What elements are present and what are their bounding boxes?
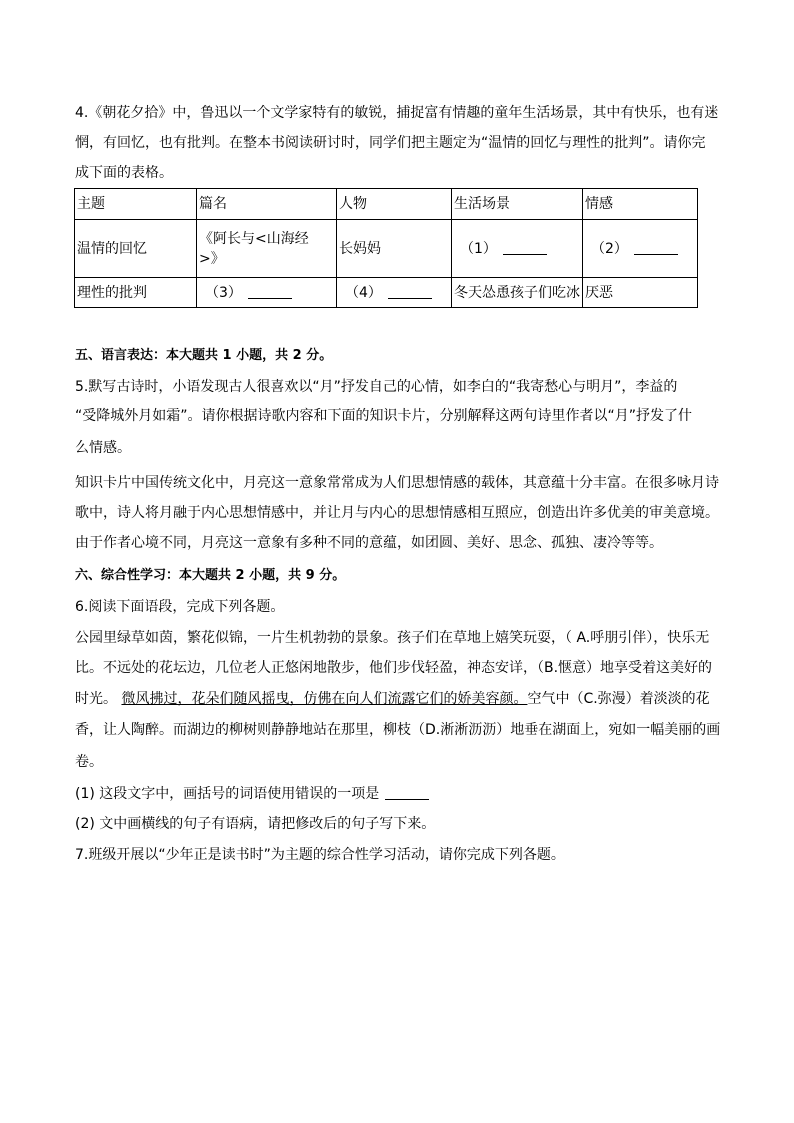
q4-table (74, 188, 698, 308)
section-6-heading: 六、综合性学习：本大题共 2 小题，共 9 分。 (75, 568, 346, 583)
cell-theme-1: 温情的回忆 (75, 220, 197, 278)
passage-line-1: 公园里绿草如茵，繁花似锦，一片生机勃勃的景象。孩子们在草地上嬉笑玩耍，（ A.呼朋引伴），快乐无 (75, 630, 710, 646)
cell-scene-2: 冬天怂恿孩子们吃冰 (452, 278, 583, 308)
table-row (75, 278, 698, 308)
knowledge-card-line-3: 由于作者心境不同，月亮这一意象有多种不同的意蕴，如团圆、美好、思念、孤独、凄冷等等。 (75, 535, 663, 551)
cell-person-1: 长妈妈 (337, 220, 452, 278)
cell-title-1-line-a: 《阿长与<山海经 (199, 230, 309, 247)
answer-blank-1[interactable] (503, 240, 547, 255)
header-theme: 主题 (75, 189, 197, 220)
cell-theme-2: 理性的批判 (75, 278, 197, 308)
cell-title-1 (197, 220, 337, 278)
underlined-sentence: 微风拂过，花朵们随风摇曳，仿佛在向人们流露它们的娇美容颜。 (121, 691, 528, 707)
header-emotion: 情感 (583, 189, 698, 220)
passage-line-3-end: 空气中（C.弥漫）着淡淡的花 (527, 691, 710, 707)
passage-line-4: 香，让人陶醉。而湖边的柳树则静静地站在那里，柳枝（D.淅淅沥沥）地垂在湖面上，宛如一幅美丽的画 (75, 722, 721, 738)
cell-title-1-line-b: >》 (199, 250, 225, 267)
q4-line-3: 成下面的表格。 (75, 165, 173, 181)
q6-sub-2: (2) 文中画横线的句子有语病，请把修改后的句子写下来。 (75, 816, 436, 832)
cell-scene-1 (452, 220, 583, 278)
q6-intro: 6.阅读下面语段，完成下列各题。 (75, 599, 285, 615)
answer-blank-3[interactable] (248, 284, 292, 299)
q4-line-2: 惘，有回忆，也有批判。在整本书阅读研讨时，同学们把主题定为“温情的回忆与理性的批判”。请你完 (75, 135, 706, 151)
blank-1-label: （1） (460, 240, 497, 257)
cell-emotion-2: 厌恶 (583, 278, 698, 308)
passage-line-3 (75, 689, 710, 709)
q6-sub-1-text: (1) 这段文字中，画括号的词语使用错误的一项是 (75, 786, 380, 802)
header-scene: 生活场景 (452, 189, 583, 220)
table-row (75, 220, 698, 278)
answer-blank-2[interactable] (634, 240, 678, 255)
header-person: 人物 (337, 189, 452, 220)
header-title: 篇名 (197, 189, 337, 220)
answer-blank-4[interactable] (388, 284, 432, 299)
section-5-heading: 五、语言表达：本大题共 1 小题，共 2 分。 (75, 348, 333, 363)
cell-title-2 (197, 278, 337, 308)
blank-2-label: （2） (591, 240, 628, 257)
q7-intro: 7.班级开展以“少年正是读书时”为主题的综合性学习活动，请你完成下列各题。 (75, 847, 565, 863)
blank-4-label: （4） (345, 284, 382, 301)
passage-line-5: 卷。 (75, 754, 103, 770)
q5-line-1: 5.默写古诗时，小语发现古人很喜欢以“月”抒发自己的心情，如李白的“我寄愁心与明月”，李益的 (75, 379, 678, 395)
passage-line-2: 比。不远处的花坛边，几位老人正悠闲地散步，他们步伐轻盈，神态安详，（B.惬意）地享受着这美好的 (75, 660, 713, 676)
q4-line-1: 4.《朝花夕拾》中，鲁迅以一个文学家特有的敏锐，捕捉富有情趣的童年生活场景，其中有快乐，也有迷 (75, 105, 719, 121)
cell-emotion-1 (583, 220, 698, 278)
knowledge-card-line-2: 歌中，诗人将月融于内心思想情感中，并让月与内心的思想情感相互照应，创造出许多优美的审美意境。 (75, 505, 719, 521)
q5-line-2: “受降城外月如霜”。请你根据诗歌内容和下面的知识卡片，分别解释这两句诗里作者以“月”抒发了什 (75, 408, 693, 424)
cell-person-2 (337, 278, 452, 308)
knowledge-card-line-1: 知识卡片中国传统文化中，月亮这一意象常常成为人们思想情感的载体，其意蕴十分丰富。在很多咏月诗 (75, 475, 719, 491)
answer-blank-q6-1[interactable] (385, 785, 429, 800)
q6-sub-1 (75, 784, 429, 804)
passage-line-3-start: 时光。 (75, 691, 122, 707)
table-header-row (75, 189, 698, 220)
blank-3-label: （3） (205, 284, 242, 301)
q5-line-3: 么情感。 (75, 440, 131, 456)
